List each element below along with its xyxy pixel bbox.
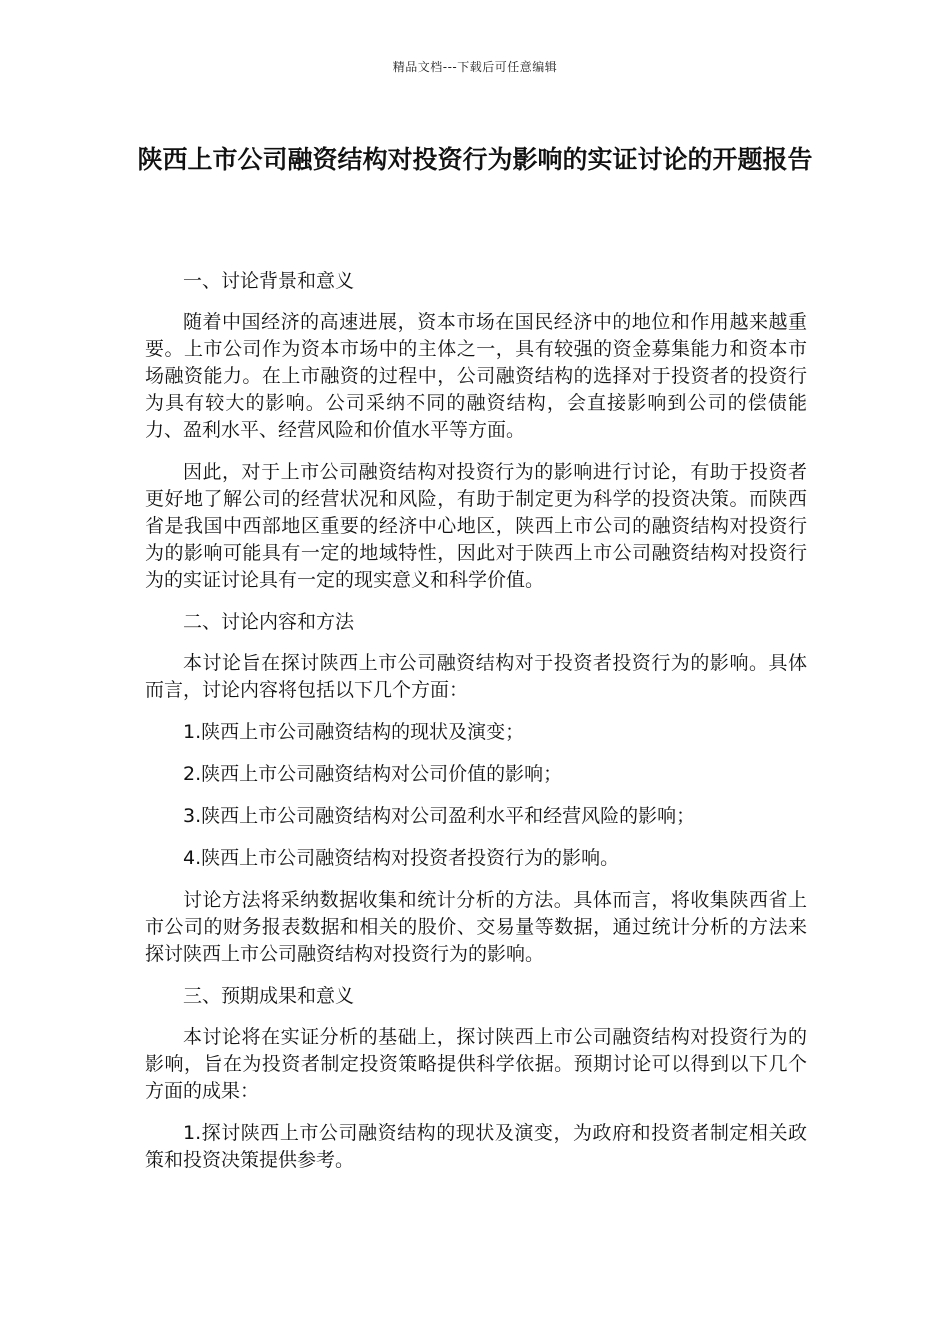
list-item: 4.陕西上市公司融资结构对投资者投资行为的影响。 — [183, 847, 620, 869]
section-heading: 二、讨论内容和方法 — [183, 611, 355, 633]
list-item: 2.陕西上市公司融资结构对公司价值的影响； — [183, 763, 563, 785]
document-title: 陕西上市公司融资结构对投资行为影响的实证讨论的开题报告 — [137, 145, 813, 174]
paragraph: 讨论方法将采纳数据收集和统计分析的方法。具体而言，将收集陕西省上市公司的财务报表数据和相关的股价、交易量等数据，通过统计分析的方法来探讨陕西上市公司融资结构对投资行为的影响。 — [145, 889, 807, 965]
list-item: 3.陕西上市公司融资结构对公司盈利水平和经营风险的影响； — [183, 805, 696, 827]
paragraph: 因此，对于上市公司融资结构对投资行为的影响进行讨论，有助于投资者更好地了解公司的经营状况和风险，有助于制定更为科学的投资决策。而陕西省是我国中西部地区重要的经济中心地区，陕西上市公司的融资结构对投资行为的影响可能具有一定的地域特性，因此对于陕西上市公司融资结构对投资行为的实证讨论具有一定的现实意义和科学价值。 — [145, 461, 807, 591]
document-body — [145, 268, 807, 1189]
list-item: 1.陕西上市公司融资结构的现状及演变； — [183, 721, 525, 743]
paragraph: 本讨论将在实证分析的基础上，探讨陕西上市公司融资结构对投资行为的影响，旨在为投资者制定投资策略提供科学依据。预期讨论可以得到以下几个方面的成果： — [145, 1026, 807, 1102]
page-header: 精品文档---下载后可任意编辑 — [392, 60, 558, 74]
section-heading: 一、讨论背景和意义 — [183, 270, 355, 292]
paragraph: 本讨论旨在探讨陕西上市公司融资结构对于投资者投资行为的影响。具体而言，讨论内容将包括以下几个方面： — [145, 652, 807, 701]
paragraph: 随着中国经济的高速进展，资本市场在国民经济中的地位和作用越来越重要。上市公司作为资本市场中的主体之一，具有较强的资金募集能力和资本市场融资能力。在上市融资的过程中，公司融资结构的选择对于投资者的投资行为具有较大的影响。公司采纳不同的融资结构，会直接影响到公司的偿债能力、盈利水平、经营风险和价值水平等方面。 — [145, 311, 807, 441]
section-heading: 三、预期成果和意义 — [183, 985, 355, 1007]
list-item: 1.探讨陕西上市公司融资结构的现状及演变，为政府和投资者制定相关政策和投资决策提供参考。 — [145, 1122, 807, 1171]
